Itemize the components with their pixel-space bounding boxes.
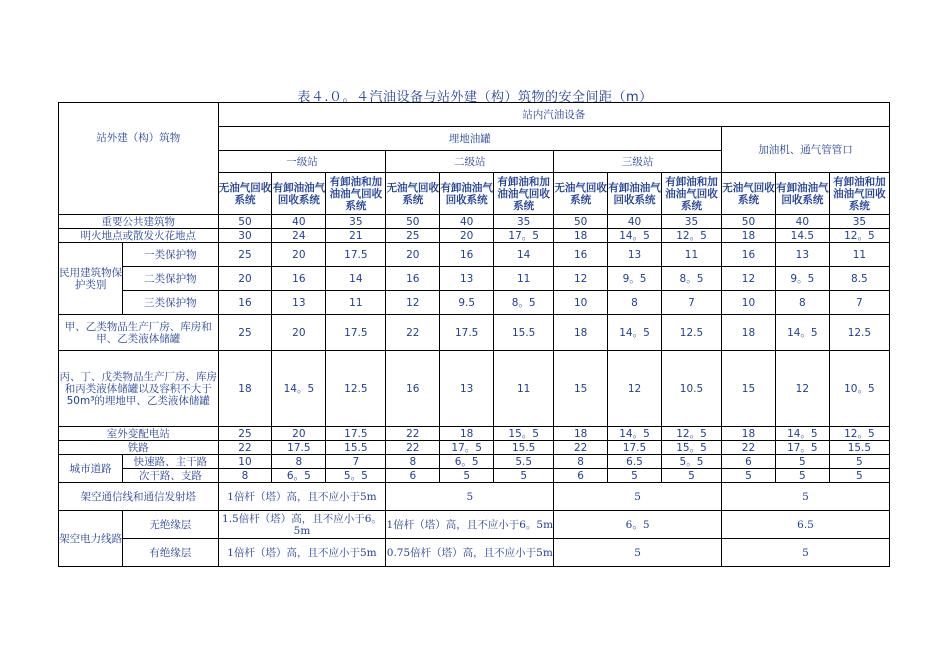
cell: 16 xyxy=(218,291,272,315)
row-label: 无绝缘层 xyxy=(123,511,218,539)
cell: 9.5 xyxy=(440,291,494,315)
cell: 13 xyxy=(440,267,494,291)
cell: 10.5 xyxy=(661,351,721,427)
cell: 12 xyxy=(722,267,776,291)
table-title: 表４.０。４汽油设备与站外建（构）筑物的安全间距（m） xyxy=(297,90,653,105)
cell: 22 xyxy=(386,315,440,351)
cell: 6.5 xyxy=(608,455,662,469)
cell: 14。5 xyxy=(608,315,662,351)
cell: 25 xyxy=(386,229,440,243)
cell: 17。5 xyxy=(775,441,829,455)
row-label: 明火地点或散发火花地点 xyxy=(59,229,219,243)
table-row xyxy=(59,351,890,427)
row-label: 快速路、主干路 xyxy=(123,455,218,469)
cell: 5 xyxy=(775,455,829,469)
table-row xyxy=(59,427,890,441)
cell: 12 xyxy=(775,351,829,427)
cell: 20 xyxy=(218,267,272,291)
row-label: 一类保护物 xyxy=(123,243,218,267)
table-row xyxy=(59,469,890,483)
cell: 40 xyxy=(775,215,829,229)
cell: 18 xyxy=(554,427,608,441)
header-col-a: 无油气回收系统 xyxy=(218,173,272,215)
cell: 12 xyxy=(608,351,662,427)
cell: 17。5 xyxy=(494,229,554,243)
table-row xyxy=(59,243,890,267)
cell: 12。5 xyxy=(661,427,721,441)
cell: 10。5 xyxy=(829,351,889,427)
cell: 9。5 xyxy=(775,267,829,291)
cell: 17.5 xyxy=(326,315,386,351)
cell: 18 xyxy=(722,315,776,351)
cell: 20 xyxy=(386,243,440,267)
table-row xyxy=(59,539,890,567)
cell: 16 xyxy=(386,267,440,291)
cell: 14。5 xyxy=(775,427,829,441)
row-label: 重要公共建筑物 xyxy=(59,215,219,229)
row-label: 架空通信线和通信发射塔 xyxy=(59,483,219,511)
cell: 15 xyxy=(554,351,608,427)
cell: 18 xyxy=(554,315,608,351)
cell: 14。5 xyxy=(608,229,662,243)
cell: 14 xyxy=(494,243,554,267)
cell: 17.5 xyxy=(608,441,662,455)
cell: 8。5 xyxy=(661,267,721,291)
header-underground-tank: 埋地油罐 xyxy=(218,127,721,151)
cell: 11 xyxy=(661,243,721,267)
cell: 8 xyxy=(608,291,662,315)
cell: 6。5 xyxy=(554,511,722,539)
cell: 11 xyxy=(494,267,554,291)
cell: 22 xyxy=(218,441,272,455)
cell: 1倍杆（塔）高，且不应小于6。5m xyxy=(386,511,554,539)
cell: 12.5 xyxy=(661,315,721,351)
cell: 14.5 xyxy=(775,229,829,243)
cell: 10 xyxy=(722,291,776,315)
cell: 5 xyxy=(386,483,554,511)
cell: 14。5 xyxy=(608,427,662,441)
header-col-b: 有卸油油气回收系统 xyxy=(608,173,662,215)
cell: 8。5 xyxy=(494,291,554,315)
cell: 11 xyxy=(829,243,889,267)
cell: 30 xyxy=(218,229,272,243)
cell: 6.5 xyxy=(722,511,890,539)
cell: 12。5 xyxy=(829,229,889,243)
cell: 22 xyxy=(554,441,608,455)
cell: 17。5 xyxy=(440,441,494,455)
table-row xyxy=(59,511,890,539)
cell: 6 xyxy=(554,469,608,483)
row-group-civil-buildings: 民用建筑物保护类别 xyxy=(59,243,123,315)
cell: 16 xyxy=(440,243,494,267)
table-row xyxy=(59,267,890,291)
cell: 8 xyxy=(272,455,326,469)
cell: 25 xyxy=(218,243,272,267)
cell: 15。5 xyxy=(661,441,721,455)
row-group-city-roads: 城市道路 xyxy=(59,455,123,483)
cell: 20 xyxy=(440,229,494,243)
cell: 12 xyxy=(554,267,608,291)
cell: 15.5 xyxy=(494,315,554,351)
header-blank xyxy=(59,173,123,215)
cell: 25 xyxy=(218,315,272,351)
header-col-c: 有卸油和加油油气回收系统 xyxy=(829,173,889,215)
cell: 8 xyxy=(775,291,829,315)
cell: 12.5 xyxy=(829,315,889,351)
cell: 5 xyxy=(554,483,722,511)
header-grade1: 一级站 xyxy=(218,151,386,173)
cell: 35 xyxy=(829,215,889,229)
row-label: 二类保护物 xyxy=(123,267,218,291)
table-row xyxy=(59,229,890,243)
cell: 12。5 xyxy=(661,229,721,243)
table-row xyxy=(59,291,890,315)
cell: 11 xyxy=(494,351,554,427)
header-blank xyxy=(123,173,218,215)
cell: 35 xyxy=(661,215,721,229)
cell: 17.5 xyxy=(326,243,386,267)
cell: 5 xyxy=(775,469,829,483)
cell: 5 xyxy=(829,455,889,469)
cell: 16 xyxy=(386,351,440,427)
cell: 5 xyxy=(661,469,721,483)
header-col-a: 无油气回收系统 xyxy=(554,173,608,215)
cell: 15。5 xyxy=(494,427,554,441)
cell: 22 xyxy=(722,441,776,455)
cell: 18 xyxy=(440,427,494,441)
header-col-c: 有卸油和加油油气回收系统 xyxy=(661,173,721,215)
cell: 6 xyxy=(722,455,776,469)
cell: 25 xyxy=(218,427,272,441)
header-col-b: 有卸油油气回收系统 xyxy=(440,173,494,215)
cell: 18 xyxy=(218,351,272,427)
cell: 22 xyxy=(386,427,440,441)
cell: 1倍杆（塔）高，且不应小于5m xyxy=(218,539,386,567)
cell: 14 xyxy=(326,267,386,291)
cell: 1.5倍杆（塔）高，且不应小于6。5m xyxy=(218,511,386,539)
cell: 15.5 xyxy=(829,441,889,455)
row-label: 有绝缘层 xyxy=(123,539,218,567)
cell: 16 xyxy=(722,243,776,267)
cell: 13 xyxy=(440,351,494,427)
header-col-a: 无油气回收系统 xyxy=(386,173,440,215)
cell: 10 xyxy=(218,455,272,469)
cell: 7 xyxy=(326,455,386,469)
cell: 8 xyxy=(218,469,272,483)
header-grade2: 二级站 xyxy=(386,151,554,173)
table-row xyxy=(59,215,890,229)
cell: 18 xyxy=(554,229,608,243)
cell: 5 xyxy=(829,469,889,483)
header-inside-gasoline-equipment: 站内汽油设备 xyxy=(218,103,889,127)
header-col-a: 无油气回收系统 xyxy=(722,173,776,215)
cell: 8 xyxy=(386,455,440,469)
row-group-overhead-power-lines: 架空电力线路 xyxy=(59,511,123,567)
cell: 1倍杆（塔）高，且不应小于5m xyxy=(218,483,386,511)
header-col-b: 有卸油油气回收系统 xyxy=(272,173,326,215)
header-dispenser-vent: 加油机、通气管管口 xyxy=(722,127,890,173)
cell: 18 xyxy=(722,427,776,441)
header-grade3: 三级站 xyxy=(554,151,722,173)
cell: 50 xyxy=(218,215,272,229)
cell: 5 xyxy=(440,469,494,483)
cell: 8 xyxy=(554,455,608,469)
cell: 21 xyxy=(326,229,386,243)
row-label: 室外变配电站 xyxy=(59,427,219,441)
cell: 9。5 xyxy=(608,267,662,291)
cell: 50 xyxy=(722,215,776,229)
cell: 5.5 xyxy=(494,455,554,469)
table-row xyxy=(59,441,890,455)
cell: 5 xyxy=(722,469,776,483)
header-outside-buildings: 站外建（构）筑物 xyxy=(59,103,219,173)
cell: 13 xyxy=(272,291,326,315)
cell: 12。5 xyxy=(829,427,889,441)
cell: 0.75倍杆（塔）高，且不应小于5m xyxy=(386,539,554,567)
cell: 20 xyxy=(272,427,326,441)
cell: 6 xyxy=(386,469,440,483)
cell: 24 xyxy=(272,229,326,243)
cell: 11 xyxy=(326,291,386,315)
row-label: 三类保护物 xyxy=(123,291,218,315)
cell: 12.5 xyxy=(326,351,386,427)
cell: 18 xyxy=(722,229,776,243)
cell: 5 xyxy=(722,539,890,567)
cell: 35 xyxy=(326,215,386,229)
cell: 5。5 xyxy=(326,469,386,483)
cell: 50 xyxy=(554,215,608,229)
cell: 5 xyxy=(494,469,554,483)
cell: 16 xyxy=(272,267,326,291)
cell: 13 xyxy=(775,243,829,267)
cell: 12 xyxy=(386,291,440,315)
table-row xyxy=(59,315,890,351)
header-col-b: 有卸油油气回收系统 xyxy=(775,173,829,215)
cell: 16 xyxy=(554,243,608,267)
cell: 7 xyxy=(829,291,889,315)
cell: 40 xyxy=(440,215,494,229)
cell: 5。5 xyxy=(661,455,721,469)
cell: 22 xyxy=(386,441,440,455)
cell: 13 xyxy=(608,243,662,267)
table-row xyxy=(59,455,890,469)
cell: 20 xyxy=(272,243,326,267)
cell: 40 xyxy=(272,215,326,229)
header-col-c: 有卸油和加油油气回收系统 xyxy=(494,173,554,215)
cell: 8.5 xyxy=(829,267,889,291)
cell: 5 xyxy=(608,469,662,483)
cell: 17.5 xyxy=(440,315,494,351)
cell: 20 xyxy=(272,315,326,351)
cell: 14。5 xyxy=(272,351,326,427)
row-label: 次干路、支路 xyxy=(123,469,218,483)
cell: 15.5 xyxy=(326,441,386,455)
cell: 10 xyxy=(554,291,608,315)
cell: 50 xyxy=(386,215,440,229)
cell: 17.5 xyxy=(326,427,386,441)
cell: 17.5 xyxy=(272,441,326,455)
header-col-c: 有卸油和加油油气回收系统 xyxy=(326,173,386,215)
row-label: 丙、丁、戊类物品生产厂房、库房和丙类液体储罐以及容积不大于50m³的埋地甲、乙类液体储罐 xyxy=(59,351,219,427)
table-row xyxy=(59,483,890,511)
cell: 5 xyxy=(722,483,890,511)
cell: 5 xyxy=(554,539,722,567)
cell: 40 xyxy=(608,215,662,229)
row-label: 铁路 xyxy=(59,441,219,455)
cell: 15.5 xyxy=(494,441,554,455)
cell: 35 xyxy=(494,215,554,229)
cell: 14。5 xyxy=(775,315,829,351)
cell: 15 xyxy=(722,351,776,427)
cell: 6。5 xyxy=(272,469,326,483)
safety-distance-table xyxy=(58,102,890,567)
cell: 6。5 xyxy=(440,455,494,469)
row-label: 甲、乙类物品生产厂房、库房和甲、乙类液体储罐 xyxy=(59,315,219,351)
cell: 7 xyxy=(661,291,721,315)
